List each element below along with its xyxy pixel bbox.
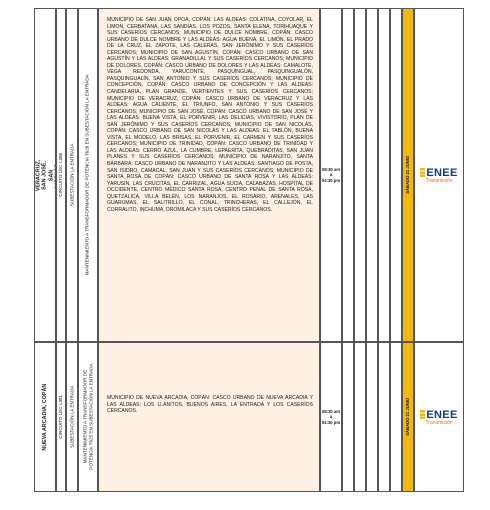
work-text-line1: MANTENIMIENTO A TRANSFORMADOR DE [82,370,88,464]
empty-day-cell [342,8,354,342]
enee-logo [414,342,464,492]
time-end: 04:30 pm [321,177,341,183]
empty-day-cell [366,8,378,342]
time-start: 08:30 am a [322,166,340,178]
empty-day-cell [354,342,366,492]
affected-areas-description: MUNICIPIO DE SAN JUAN OPOA, COPÁN: LAS ALDEAS: COLATINA, COYOLAR, EL LIMON, CERBATANA, LAS SANDIAS, LOS POZOS, SANTA ELENA, TORIHUAQUE Y SUS CASERÍOS CERCANOS; MUNICIPIO DE DULCE NOMBRE, COPÁN: CASCO URBANO DE DULCE NOMBRE Y LAS ALDEAS: AGUA BUENA, EL LIMÓN, EL PRADO DE LA CRUZ, EL ZAPOTE, LAS CALERAS, SAN JERÓNIMO Y SUS CASERÍOS CERCANOS; MUNICIPIO DE SAN AGUSTÍN, COPÁN: CASCO URBANO DE SAN AGUSTÍN Y LAS ALDEAS: GRANADILLAL Y SUS CASERÍOS CERCANOS; MUNICIPIO DE DOLORES, COPÁN: CASCO URBANO DE DOLORES Y LAS ALDEAS: CAMALOTE, VEGA REDONDA, YARUCONTE, PASQUINGUAL, PASQUINGUALÓN, PASQUINGUALÍN, SAN ANTONIO Y SUS CASERÍOS CERCANOS; MUNICIPIO DE CONCEPCIÓN, COPÁN: CASCO URBANO DE CONCEPCIÓN Y LAS ALDEAS: CANDELARIA, PLAN GRANDE, VERTIENTES Y SUS CASERÍOS CERCANOS; MUNICIPIO DE VERACRUZ, COPÁN: CASCO URBANO DE VERACRUZ Y LAS ALDEAS: AGUA CALIENTE, EL TRIUNFO, SAN ANTONIO Y SUS CASERÍOS CERCANOS; MUNICIPIO DE SAN JOSÉ, COPÁN: CASCO URBANO DE SAN JOSÉ Y LAS ALDEAS: BUENA VISTA, EL PORVENIR, LAS DELICIAS, VIVISTORIO, PLAN DE SAN JERÓNIMO Y SUS CASERÍOS CERCANOS; MUNICIPIO DE SAN NICOLÁS, COPÁN: CASCO URBANO DE SAN NICOLÁS Y LAS ALDEAS: EL TABLÓN, BUENA VISTA, EL MODELO, LAS BRISAS, EL PORVENIR, EL CARMEN Y SUS CASERÍOS CERCANOS; MUNICIPIO DE TRINIDAD, COPÁN: CASCO URBANO DE TRINIDAD Y LAS ALDEAS: CERRO AZUL, LA CUMBRE, LEPAERITA, QUEBRADITAS, SAN JUAN PLANES Y SUS CASERÍOS CERCANOS; MUNICIPIO DE NARANJITO, SANTA BÁRBARA: CASCO URBANO DE NARANJITO Y LAS ALDEAS: SANTIAGO DE POSTA, SAN ISIDRO, CAMACAL, SAN JUAN Y SUS CASERÍOS CERCANOS; MUNICIPIO DE SANTA ROSA DE COPÁN: CASCO URBANO DE SANTA ROSA Y LAS ALDEAS: YARUSIN, LAS CRUCITAS, EL CARRIZAL, AGUA SUCIA, CALABAZAS, HOSPITAL DE OCCIDENTE, CENTRO MÉDICO SANTA ROSA, CENTRO PENAL DE SANTA ROSA, QUETZALICA, VILLA BELÉN, LOS NARANJOS, EL ROSARIO, ARENALES, LAS GUARUMAS, EL SALITRILLO, EL CONAL, TRINCHERAS, EL CALLEJÓN, EL CORRALITO, INCHUMA, DROMILACA Y SUS CASERÍOS CERCANOS. [98,8,320,342]
day-highlight-cell [402,8,414,342]
empty-day-cell [378,8,390,342]
work-text: MANTENIMIENTO A TRANSFORMADOR DE POTENCIA T626 EN SUBESTACIÓN LA ENTRADA [85,74,91,276]
circuit-cell [56,342,66,492]
empty-day-cell [378,342,390,492]
circuit-cell [56,8,66,342]
empty-day-cell [390,342,402,492]
substation-cell [66,8,78,342]
outage-schedule-table [34,8,458,492]
empty-day-cell [390,8,402,342]
day-label: SÁBADO 21 JUNIO [405,156,411,194]
empty-day-cell [354,8,366,342]
circuit-text: CIRCUITO LEC L388 [58,153,64,197]
circuit-text: CIRCUITO LEC L381 [58,395,64,439]
work-cell [78,8,98,342]
empty-day-cell [342,342,354,492]
day-highlight-cell [402,342,414,492]
substation-text: SUBESTACIÓN LA ENTRADA [69,385,75,449]
zone-text: NUEVA ARCADIA, COPÁN [41,383,48,451]
enee-logo-icon [420,168,425,177]
affected-areas-description: MUNICIPIO DE NUEVA ARCADIA, COPÁN: CASCO URBANO DE NUEVA ARCADIA Y LAS ALDEAS: LOS LLANITOS, BUENOS AIRES, LA ENTRADA Y LOS CASERÍOS CERCANOS. [98,342,320,492]
day-label: SÁBADO 21 JUNIO [405,398,411,436]
zone-cell [34,342,56,492]
substation-text: SUBESTACIÓN LA ENTRADA [69,143,75,207]
enee-logo [414,8,464,342]
zone-text: VERACRUZ, SAN JOSÉ, SAN [35,159,55,191]
enee-logo-mark: ENEE [420,167,457,179]
work-cell [78,342,98,492]
time-cell [320,8,342,342]
substation-cell [66,342,78,492]
zone-cell [34,8,56,342]
enee-logo-subtitle: Transmisión [425,419,453,426]
time-start: 08:30 am a [322,408,340,420]
time-cell [320,342,342,492]
enee-logo-subtitle: Transmisión [425,177,453,184]
enee-logo-mark: ENEE [420,409,457,421]
empty-day-cell [366,342,378,492]
work-text-line2: POTENCIA T625 EN SUBESTACIÓN LA ENTRADA [88,363,93,471]
time-end: 04:30 pm [321,419,341,425]
enee-logo-icon [420,410,425,419]
